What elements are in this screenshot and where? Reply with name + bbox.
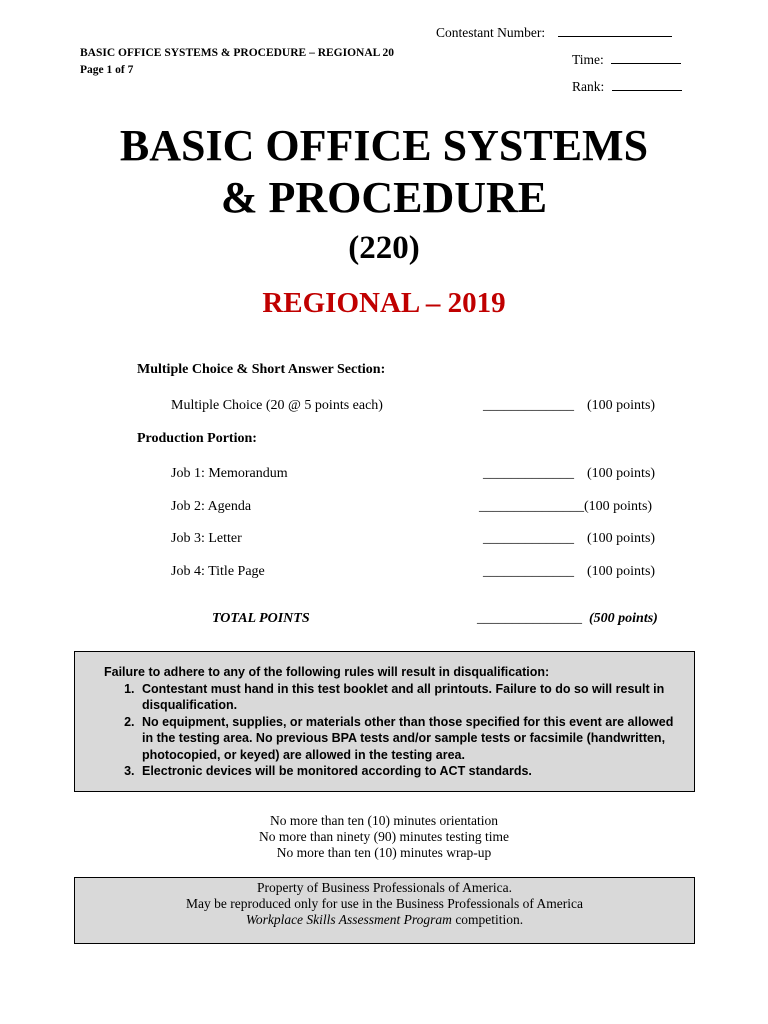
time-line bbox=[611, 51, 681, 64]
rank-field bbox=[572, 78, 682, 95]
job-2-blank: _______________ bbox=[479, 499, 584, 514]
timing-testing: No more than ninety (90) minutes testing time bbox=[258, 829, 510, 844]
mc-points: (100 points) bbox=[587, 398, 656, 413]
total-points-label: TOTAL POINTS bbox=[212, 611, 310, 626]
property-notice-box bbox=[74, 877, 695, 944]
rule-item: 1. Contestant must hand in this test booklet and all printouts. Failure to do so will result in disqualification. bbox=[138, 681, 680, 714]
rule-item: 3. Electronic devices will be monitored according to ACT standards. bbox=[138, 763, 680, 780]
running-header: BASIC OFFICE SYSTEMS & PROCEDURE – REGIONAL 20 bbox=[80, 47, 395, 59]
production-section-heading: Production Portion: bbox=[137, 431, 257, 446]
rank-line bbox=[612, 78, 682, 91]
job-1-label: Job 1: Memorandum bbox=[171, 466, 288, 481]
page-number: Page 1 of 7 bbox=[80, 64, 134, 76]
total-blank: _______________ bbox=[477, 611, 582, 626]
job-4-blank: _____________ bbox=[483, 564, 574, 579]
job-3-blank: _____________ bbox=[483, 531, 574, 546]
job-3-points: (100 points) bbox=[587, 531, 656, 546]
rank-label: Rank: bbox=[572, 79, 605, 94]
time-label: Time: bbox=[572, 52, 604, 67]
event-code: (220) bbox=[348, 230, 420, 266]
mc-item-label: Multiple Choice (20 @ 5 points each) bbox=[171, 398, 383, 413]
contestant-number-line bbox=[558, 24, 672, 37]
timing-wrapup: No more than ten (10) minutes wrap-up bbox=[276, 845, 492, 860]
job-1-points: (100 points) bbox=[587, 466, 656, 481]
rules-list bbox=[104, 681, 680, 780]
rule-item: 2. No equipment, supplies, or materials other than those specified for this event are allowed in the testing area. No previous BPA tests and/or sample tests or facsimile (handwritten, photocopied, or keyed) are allowed in the testing area. bbox=[138, 714, 680, 764]
property-line-3 bbox=[75, 912, 694, 928]
program-name: Workplace Skills Assessment Program bbox=[245, 912, 452, 927]
mc-score-blank: _____________ bbox=[483, 398, 574, 413]
rules-box bbox=[74, 651, 695, 792]
competition-word: competition. bbox=[451, 912, 524, 927]
property-line-2: May be reproduced only for use in the Business Professionals of America bbox=[185, 896, 584, 911]
mc-section-heading: Multiple Choice & Short Answer Section: bbox=[137, 362, 386, 377]
contestant-number-label: Contestant Number: bbox=[436, 25, 546, 40]
regional-year: REGIONAL – 2019 bbox=[262, 287, 506, 319]
time-field bbox=[572, 51, 681, 68]
job-2-label: Job 2: Agenda bbox=[171, 499, 252, 514]
title-line-1: BASIC OFFICE SYSTEMS bbox=[119, 121, 649, 170]
contestant-number-field bbox=[436, 24, 672, 41]
job-4-points: (100 points) bbox=[587, 564, 656, 579]
job-2-points: (100 points) bbox=[584, 499, 653, 514]
job-3-label: Job 3: Letter bbox=[171, 531, 242, 546]
job-1-blank: _____________ bbox=[483, 466, 574, 481]
job-4-label: Job 4: Title Page bbox=[171, 564, 265, 579]
property-line-1: Property of Business Professionals of America. bbox=[257, 880, 512, 895]
title-line-2: & PROCEDURE bbox=[220, 173, 548, 222]
total-points-value: (500 points) bbox=[589, 611, 658, 626]
rules-intro: Failure to adhere to any of the following rules will result in disqualification: bbox=[104, 665, 550, 679]
timing-orientation: No more than ten (10) minutes orientation bbox=[270, 813, 498, 828]
